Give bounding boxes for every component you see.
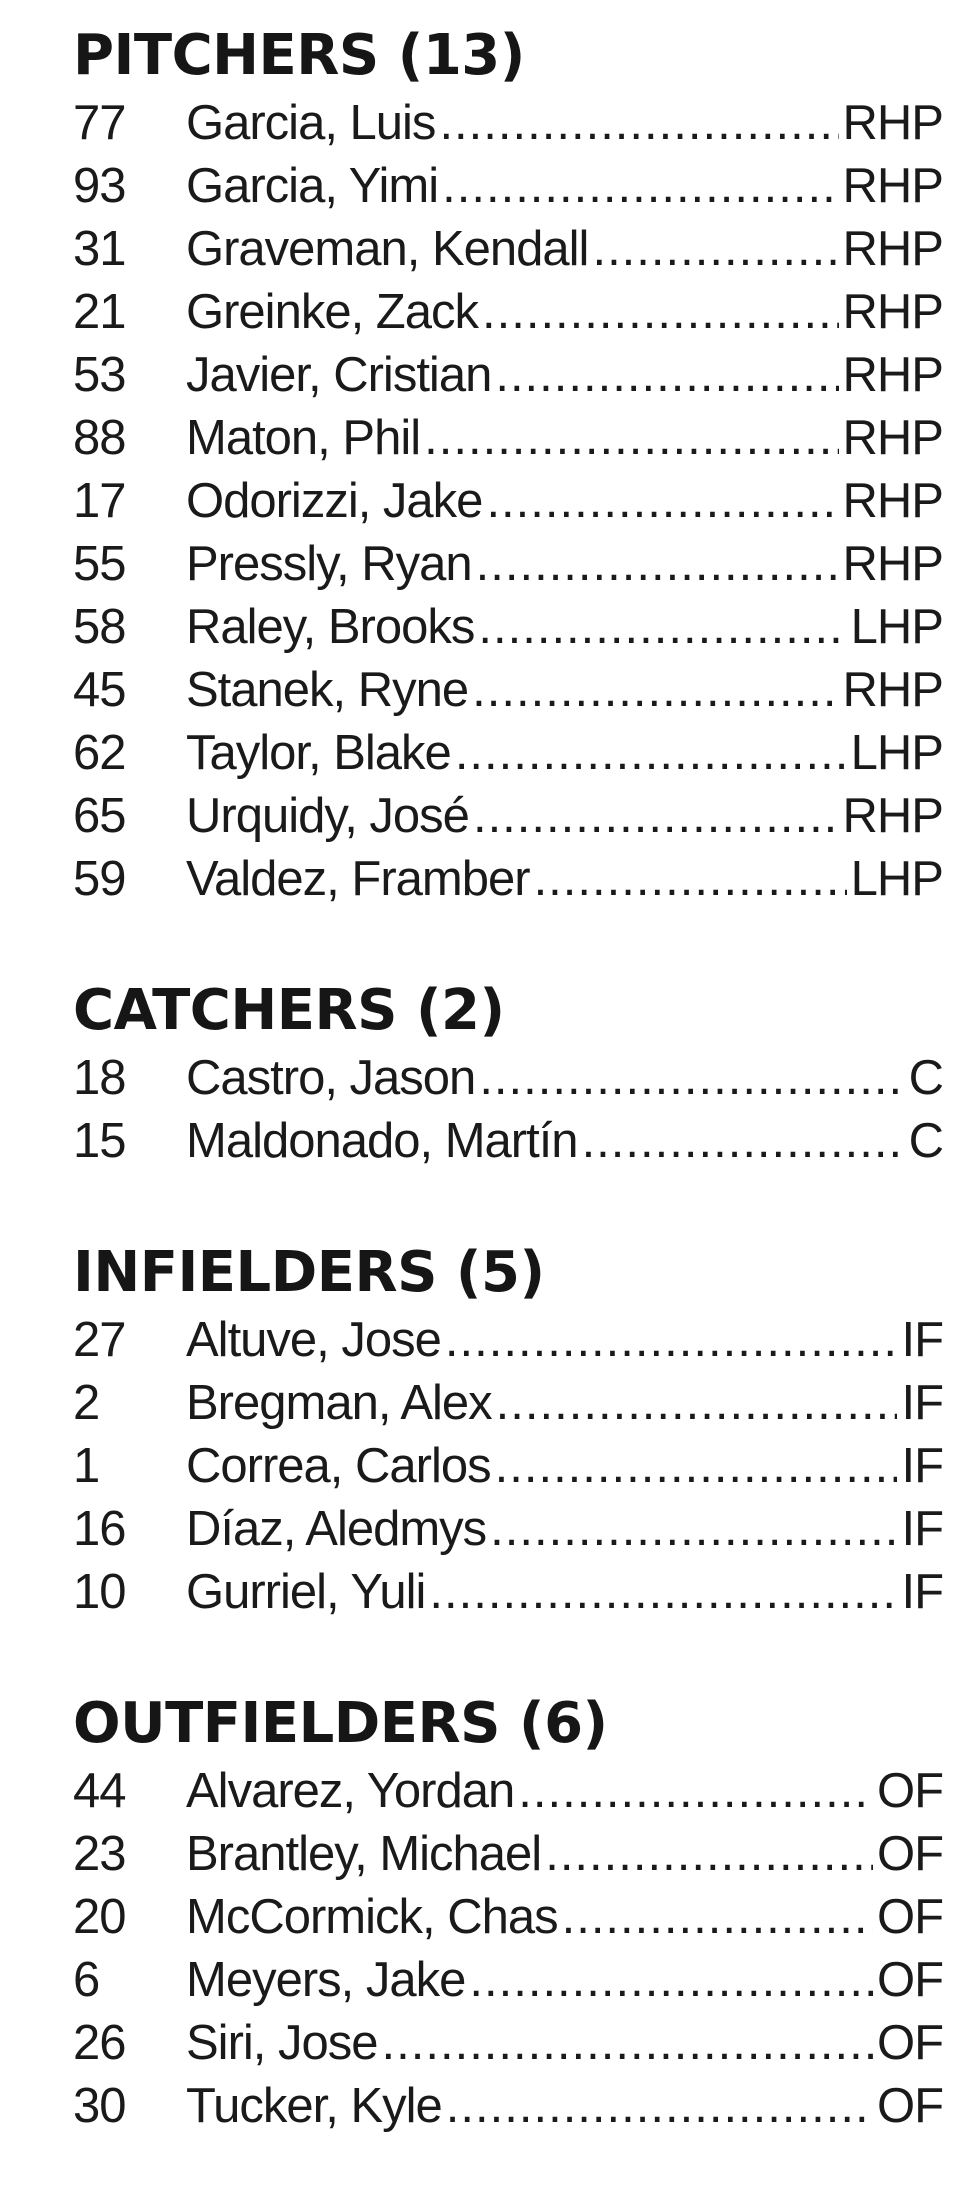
- jersey-number: 58: [73, 600, 126, 654]
- player-row: [73, 1498, 943, 1561]
- player-position: IF: [901, 1565, 943, 1619]
- player-name: Alvarez, Yordan: [186, 1764, 515, 1818]
- player-row: [73, 155, 943, 218]
- player-name: Taylor, Blake: [186, 726, 451, 780]
- jersey-number: 6: [73, 1953, 100, 2007]
- player-name: Javier, Cristian: [186, 348, 492, 402]
- section-heading: PITCHERS (13): [73, 23, 525, 88]
- dot-leader: [545, 1823, 873, 1886]
- jersey-number: 55: [73, 537, 126, 591]
- dot-leader: [476, 533, 839, 596]
- player-row: [73, 785, 943, 848]
- player-name: Pressly, Ryan: [186, 537, 472, 591]
- player-name: Raley, Brooks: [186, 600, 475, 654]
- jersey-number: 23: [73, 1827, 126, 1881]
- player-position: OF: [876, 1890, 943, 1944]
- dot-leader: [469, 1949, 873, 2012]
- player-name: Valdez, Framber: [186, 852, 530, 906]
- player-row: [73, 1309, 943, 1372]
- jersey-number: 15: [73, 1114, 126, 1168]
- jersey-number: 2: [73, 1376, 100, 1430]
- player-name: Siri, Jose: [186, 2016, 378, 2070]
- player-row: [73, 1823, 943, 1886]
- player-name: Greinke, Zack: [186, 285, 478, 339]
- player-name: Correa, Carlos: [186, 1439, 491, 1493]
- player-position: LHP: [850, 852, 943, 906]
- section-heading: CATCHERS (2): [73, 978, 505, 1043]
- player-position: IF: [901, 1502, 943, 1556]
- jersey-number: 21: [73, 285, 126, 339]
- dot-leader: [472, 659, 838, 722]
- dot-leader: [562, 1886, 873, 1949]
- dot-leader: [518, 1760, 873, 1823]
- player-position: IF: [901, 1376, 943, 1430]
- player-position: RHP: [842, 789, 943, 843]
- player-name: Stanek, Ryne: [186, 663, 469, 717]
- player-position: RHP: [842, 537, 943, 591]
- dot-leader: [490, 1498, 897, 1561]
- section-infielders: [73, 1237, 943, 1624]
- player-name: Garcia, Luis: [186, 96, 436, 150]
- dot-leader: [479, 1047, 904, 1110]
- player-name: Brantley, Michael: [186, 1827, 542, 1881]
- player-position: RHP: [842, 285, 943, 339]
- player-row: [73, 848, 943, 911]
- player-row: [73, 1435, 943, 1498]
- player-row: [73, 92, 943, 155]
- player-name: Díaz, Aledmys: [186, 1502, 487, 1556]
- player-row: [73, 722, 943, 785]
- player-row: [73, 596, 943, 659]
- dot-leader: [482, 281, 839, 344]
- player-name: Garcia, Yimi: [186, 159, 439, 213]
- player-row: [73, 1372, 943, 1435]
- dot-leader: [473, 785, 839, 848]
- dot-leader: [495, 1435, 898, 1498]
- player-row: [73, 1760, 943, 1823]
- dot-leader: [495, 344, 838, 407]
- player-position: OF: [876, 1827, 943, 1881]
- player-name: Gurriel, Yuli: [186, 1565, 426, 1619]
- section-heading: INFIELDERS (5): [73, 1240, 545, 1305]
- player-row: [73, 1110, 943, 1173]
- player-row: [73, 218, 943, 281]
- player-name: Maton, Phil: [186, 411, 421, 465]
- player-position: IF: [901, 1313, 943, 1367]
- player-position: RHP: [842, 159, 943, 213]
- player-position: RHP: [842, 663, 943, 717]
- jersey-number: 88: [73, 411, 126, 465]
- player-name: Meyers, Jake: [186, 1953, 466, 2007]
- jersey-number: 10: [73, 1565, 126, 1619]
- player-row: [73, 659, 943, 722]
- dot-leader: [486, 470, 838, 533]
- player-position: OF: [876, 1764, 943, 1818]
- player-row: [73, 470, 943, 533]
- player-row: [73, 1561, 943, 1624]
- dot-leader: [446, 2075, 873, 2138]
- player-name: Castro, Jason: [186, 1051, 476, 1105]
- dot-leader: [382, 2012, 873, 2075]
- dot-leader: [534, 848, 847, 911]
- dot-leader: [424, 407, 838, 470]
- jersey-number: 16: [73, 1502, 126, 1556]
- jersey-number: 20: [73, 1890, 126, 1944]
- jersey-number: 53: [73, 348, 126, 402]
- player-row: [73, 1886, 943, 1949]
- jersey-number: 45: [73, 663, 126, 717]
- player-position: LHP: [850, 726, 943, 780]
- player-position: C: [908, 1114, 943, 1168]
- player-row: [73, 533, 943, 596]
- player-name: Graveman, Kendall: [186, 222, 589, 276]
- player-name: Bregman, Alex: [186, 1376, 492, 1430]
- player-position: LHP: [850, 600, 943, 654]
- player-position: RHP: [842, 96, 943, 150]
- section-pitchers: [73, 20, 943, 911]
- player-name: Odorizzi, Jake: [186, 474, 483, 528]
- dot-leader: [445, 1309, 898, 1372]
- roster-list: [73, 20, 943, 2202]
- player-position: OF: [876, 2016, 943, 2070]
- dot-leader: [429, 1561, 897, 1624]
- dot-leader: [455, 722, 847, 785]
- dot-leader: [496, 1372, 898, 1435]
- player-row: [73, 281, 943, 344]
- jersey-number: 62: [73, 726, 126, 780]
- section-outfielders: [73, 1688, 943, 2138]
- player-row: [73, 407, 943, 470]
- player-position: OF: [876, 2079, 943, 2133]
- jersey-number: 1: [73, 1439, 100, 1493]
- player-position: C: [908, 1051, 943, 1105]
- player-position: RHP: [842, 474, 943, 528]
- player-name: Altuve, Jose: [186, 1313, 441, 1367]
- jersey-number: 65: [73, 789, 126, 843]
- dot-leader: [592, 218, 838, 281]
- jersey-number: 17: [73, 474, 126, 528]
- jersey-number: 44: [73, 1764, 126, 1818]
- player-name: McCormick, Chas: [186, 1890, 558, 1944]
- player-row: [73, 1949, 943, 2012]
- section-catchers: [73, 975, 943, 1173]
- jersey-number: 59: [73, 852, 126, 906]
- jersey-number: 26: [73, 2016, 126, 2070]
- dot-leader: [478, 596, 846, 659]
- jersey-number: 93: [73, 159, 126, 213]
- dot-leader: [582, 1110, 905, 1173]
- player-position: RHP: [842, 348, 943, 402]
- player-row: [73, 2075, 943, 2138]
- player-position: OF: [876, 1953, 943, 2007]
- jersey-number: 30: [73, 2079, 126, 2133]
- dot-leader: [442, 155, 838, 218]
- dot-leader: [439, 92, 838, 155]
- player-name: Tucker, Kyle: [186, 2079, 442, 2133]
- jersey-number: 27: [73, 1313, 126, 1367]
- jersey-number: 18: [73, 1051, 126, 1105]
- jersey-number: 77: [73, 96, 126, 150]
- player-name: Urquidy, José: [186, 789, 469, 843]
- player-position: RHP: [842, 411, 943, 465]
- player-name: Maldonado, Martín: [186, 1114, 578, 1168]
- player-row: [73, 1047, 943, 1110]
- player-position: RHP: [842, 222, 943, 276]
- player-row: [73, 2012, 943, 2075]
- player-position: IF: [901, 1439, 943, 1493]
- section-heading: OUTFIELDERS (6): [73, 1691, 608, 1756]
- jersey-number: 31: [73, 222, 126, 276]
- player-row: [73, 344, 943, 407]
